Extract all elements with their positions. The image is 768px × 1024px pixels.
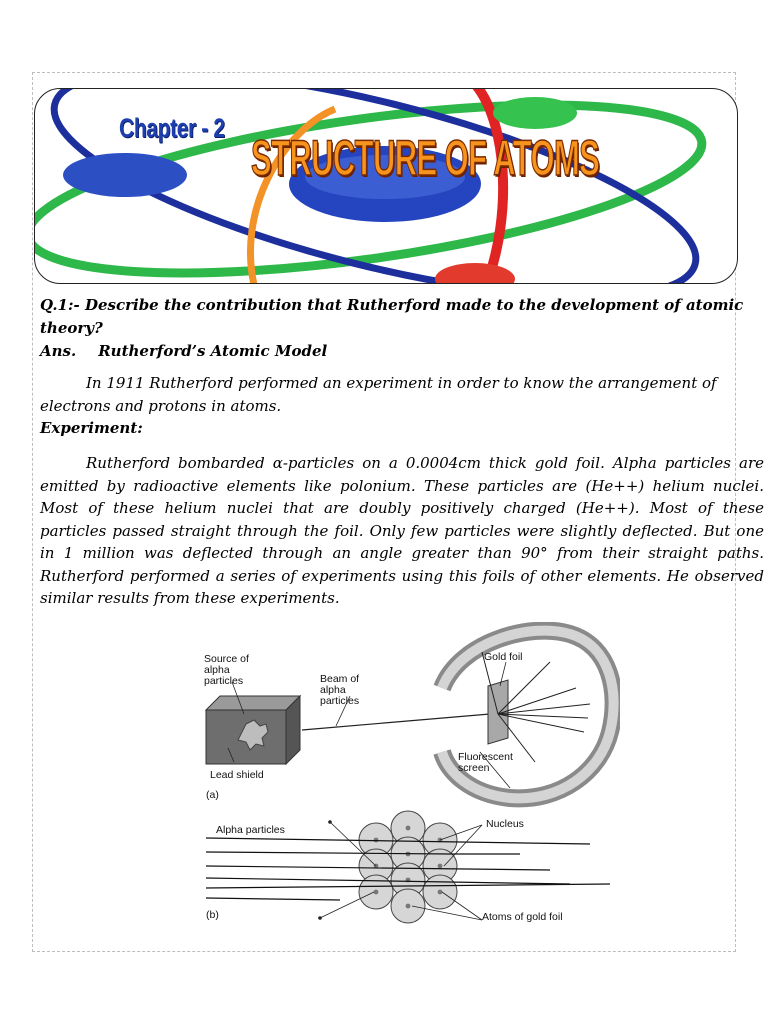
answer-label: Ans. <box>40 342 77 360</box>
screen-label-1: Fluorescent <box>458 751 513 763</box>
svg-text:screen <box>458 762 490 774</box>
intro-paragraph: In 1911 Rutherford performed an experiment in order to know the arrangement of electrons and protons in atoms. <box>40 374 717 415</box>
experiment-paragraph: Rutherford bombarded α-particles on a 0.0004cm thick gold foil. Alpha particles are emitted by radioactive elements like polonium. These particles are (He++) helium nuclei. Most of these helium nuclei that are doubly positively charged (He++). Most of these particles passed straight through the foil. Only few particles were slightly deflected. But one in 1 million was deflected through an angle greater than 90° from their straight paths. Rutherford performed a series of experiments using this foils of other elements. He observed similar results from these experiments. <box>40 454 764 607</box>
source-label-1: Source of <box>204 653 249 665</box>
question-text: Q.1:- Describe the contribution that Rutherford made to the development of atomic theory? <box>40 296 744 337</box>
beam-label-3: particles <box>320 695 360 707</box>
svg-text:particles <box>320 695 359 707</box>
svg-text:Nucleus <box>486 818 524 830</box>
experiment-heading: Experiment: <box>40 419 143 437</box>
source-label-3: particles <box>204 675 244 687</box>
beam-label-2: alpha <box>320 684 346 696</box>
lead-shield-box <box>206 696 300 764</box>
answer-heading: Rutherford’s Atomic Model <box>98 342 328 360</box>
svg-text:Atoms of gold foil <box>482 911 563 923</box>
source-label-2: alpha <box>204 664 230 676</box>
rutherford-experiment-figure <box>190 622 620 932</box>
atoms-label: Atoms of gold foil <box>482 911 563 923</box>
beam-label-1: Beam of <box>320 673 360 685</box>
part-b-label: (b) <box>206 909 219 921</box>
svg-text:particles <box>204 675 243 687</box>
chapter-banner <box>34 88 738 284</box>
svg-text:(b) <box>206 909 219 921</box>
lead-shield-label: Lead shield <box>210 769 264 781</box>
screen-label-2: screen <box>458 762 490 774</box>
nucleus-label: Nucleus <box>486 818 524 830</box>
svg-text:(a) <box>206 789 219 801</box>
chapter-title: STRUCTURE OF ATOMS <box>251 130 600 186</box>
part-a-label: (a) <box>206 789 219 801</box>
svg-text:Gold foil <box>484 651 523 663</box>
gold-foil-label: Gold foil <box>484 651 523 663</box>
chapter-number: Chapter - 2 <box>119 113 225 143</box>
answer-line <box>40 340 764 363</box>
svg-text:Lead shield <box>210 769 264 781</box>
svg-text:Alpha particles <box>216 824 285 836</box>
alpha-particles-label: Alpha particles <box>216 824 285 836</box>
alpha-beam-line <box>302 714 490 730</box>
